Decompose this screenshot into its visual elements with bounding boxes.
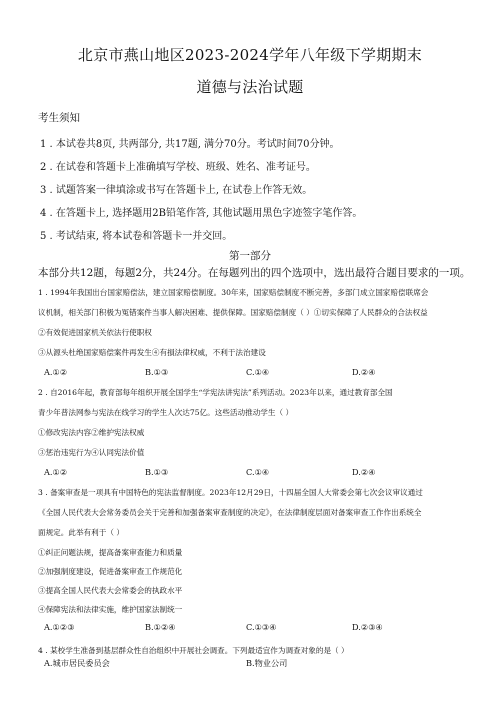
question-3-line: 3 . 备案审查是一项具有中国特色的宪法监督制度。2023年12月29日，十四届全国人大常委会第七次会议审议通过 (38, 488, 423, 497)
question-3-line: ①纠正问题法规，提高备案审查能力和质量 (38, 548, 183, 557)
question-1-option-a: A.①② (44, 367, 68, 377)
question-3-option-b: B.①②④ (145, 622, 176, 632)
notice-heading: 考生须知 (38, 112, 80, 124)
question-2-option-c: C.①④ (246, 467, 270, 477)
question-3-option-d: D.②③④ (352, 622, 383, 632)
question-3-line: ④保障宪法和法律实施，维护国家法制统一 (38, 605, 183, 614)
question-3-line: 面规定。此举有利于（ ） (38, 528, 124, 537)
question-1-option-d: D.②④ (352, 367, 376, 377)
question-4-line: 4 . 某校学生准备到基层群众性自治组织中开展社会调查。下列最适宜作为调查对象的是（ ） (38, 646, 349, 655)
question-3-option-c: C.①③④ (246, 622, 277, 632)
exam-title: 北京市燕山地区2023-2024学年八年级下学期期末 (77, 46, 423, 64)
notice-item: 4 . 在答题卡上, 选择题用2B铅笔作答, 其他试题用黑色字迹签字笔作答。 (40, 208, 363, 219)
notice-item: 3 . 试题答案一律填涂或书写在答题卡上, 在试卷上作答无效。 (40, 185, 313, 196)
question-1-option-b: B.①③ (145, 367, 169, 377)
question-3-line: ③提高全国人民代表大会常委会的执政水平 (38, 586, 183, 595)
question-3-line: ②加强制度建设，促进备案审查工作规范化 (38, 567, 183, 576)
question-2-option-b: B.①③ (145, 467, 169, 477)
question-3-line: 《全国人民代表大会常务委员会关于完善和加强备案审查制度的决定》，在法律制度层面对备案审查工作作出系统全 (38, 508, 422, 517)
part-intro: 本部分共12题，每题2分，共24分。在每题列出的四个选项中，选出最符合题目要求的一项。 (38, 267, 471, 279)
question-2-option-d: D.②④ (352, 467, 376, 477)
question-2-line: 2 . 自2016年起，教育部每年组织开展全国学生“学宪法讲宪法”系列活动。2023年以来，通过教育部全国 (38, 388, 393, 397)
question-3-option-a: A.①②③ (44, 622, 75, 632)
notice-item: 5 . 考试结束, 将本试卷和答题卡一并交回。 (40, 231, 233, 242)
question-2-option-a: A.①② (44, 467, 68, 477)
question-1-line: 议机制，相关部门积极为冤错案件当事人解决困难、提供保障。国家赔偿制度（ ）①切实保障了人民群众的合法权益 (38, 308, 428, 317)
question-1-line: ③从源头杜绝国家赔偿案件再发生④有損法律权威，不利于法治建设 (38, 348, 266, 357)
exam-subtitle: 道德与法治试题 (196, 78, 304, 96)
part-heading: 第一部分 (229, 250, 271, 262)
question-4-option-b: B.物业公司 (246, 658, 288, 668)
question-2-line: 青少年普法网参与宪法在线学习的学生人次达75亿。这些活动推动学生（ ） (38, 408, 294, 417)
question-1-line: 1 . 1994年我国出台国家赔偿法，建立国家赔偿制度。30年来，国家赔偿制度不断完善，多部门成立国家赔偿联席会 (38, 288, 429, 297)
question-1-line: ②有效促进国家机关依法行使职权 (38, 328, 152, 337)
question-2-line: ①修改宪法内容②维护宪法权威 (38, 428, 145, 437)
question-1-option-c: C.①④ (246, 367, 270, 377)
question-2-line: ③惩治违宪行为④认同宪法价值 (38, 448, 145, 457)
question-4-option-a: A.城市居民委员会 (44, 658, 110, 668)
notice-item: 2 . 在试卷和答题卡上准确填写学校、班级、姓名、准考证号。 (40, 162, 316, 173)
notice-item: 1 . 本试卷共8页, 共两部分, 共17题, 满分70分。考试时间70分钟。 (40, 139, 340, 150)
